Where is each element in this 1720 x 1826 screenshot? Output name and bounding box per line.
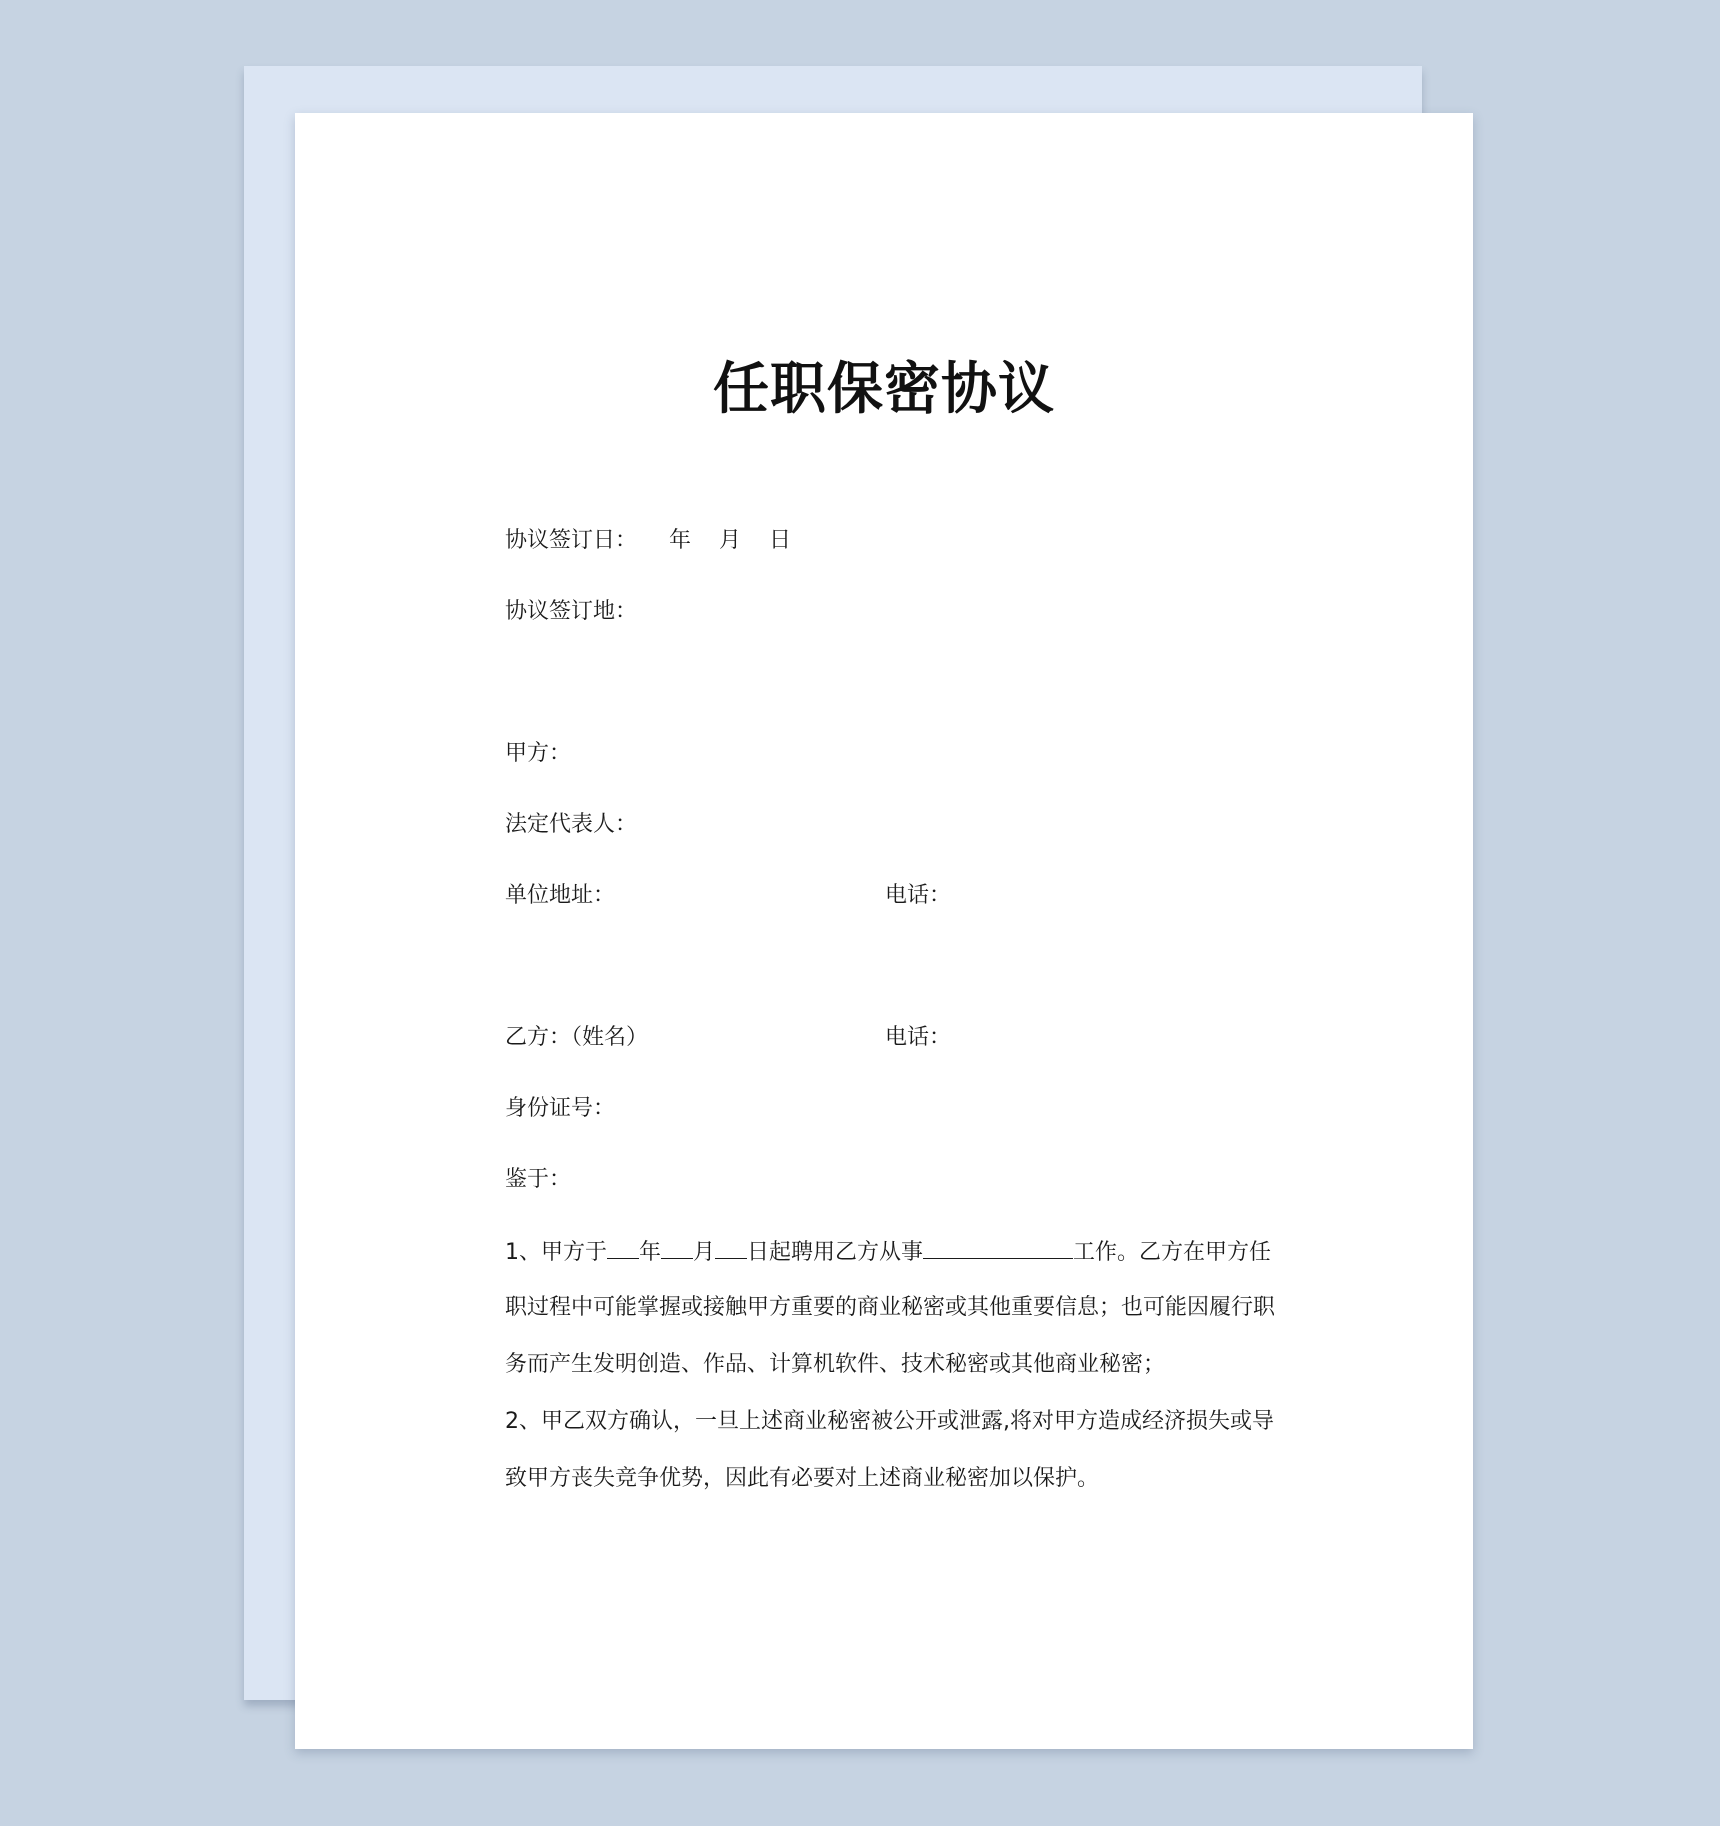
clause-1-year: 年 (639, 1240, 662, 1265)
day-blank (715, 1236, 747, 1259)
clause-2-line-1: 2、甲乙双方确认，一旦上述商业秘密被公开或泄露,将对甲方造成经济损失或导 (505, 1409, 1274, 1434)
legal-rep-label: 法定代表人： (505, 812, 638, 837)
document-page (295, 113, 1473, 1749)
id-number-label: 身份证号： (505, 1096, 616, 1121)
party-b-label: 乙方：（姓名） (505, 1025, 649, 1050)
clause-1-line-3: 务而产生发明创造、作品、计算机软件、技术秘密或其他商业秘密； (505, 1352, 1166, 1377)
clause-1-month: 月 (693, 1240, 716, 1265)
clause-1-day-text: 日起聘用乙方从事 (747, 1240, 924, 1265)
work-blank (923, 1236, 1073, 1259)
clause-1-prefix: 1、甲方于 (505, 1240, 607, 1265)
sign-place-label: 协议签订地： (505, 599, 638, 624)
clause-1 (505, 1236, 1276, 1407)
clause-1-line-2: 职过程中可能掌握或接触甲方重要的商业秘密或其他重要信息；也可能因履行职 (505, 1295, 1276, 1320)
unit-address-label: 单位地址： (505, 883, 616, 908)
year-blank (607, 1236, 639, 1259)
sign-date-label: 协议签订日： (505, 528, 638, 553)
clause-2 (505, 1407, 1274, 1521)
clause-1-work-suffix: 工作。乙方在甲方任 (1073, 1240, 1272, 1265)
month-blank (661, 1236, 693, 1259)
whereas-label: 鉴于： (505, 1167, 572, 1192)
party-a-phone-label: 电话： (885, 883, 952, 908)
party-b-phone-label: 电话： (885, 1025, 952, 1050)
clause-2-line-2: 致甲方丧失竞争优势，因此有必要对上述商业秘密加以保护。 (505, 1466, 1100, 1491)
clause-1-line-1 (505, 1236, 1272, 1293)
party-a-label: 甲方： (505, 741, 572, 766)
sign-date-parts: 年 月 日 (669, 528, 791, 553)
document-title: 任职保密协议 (713, 357, 1055, 422)
